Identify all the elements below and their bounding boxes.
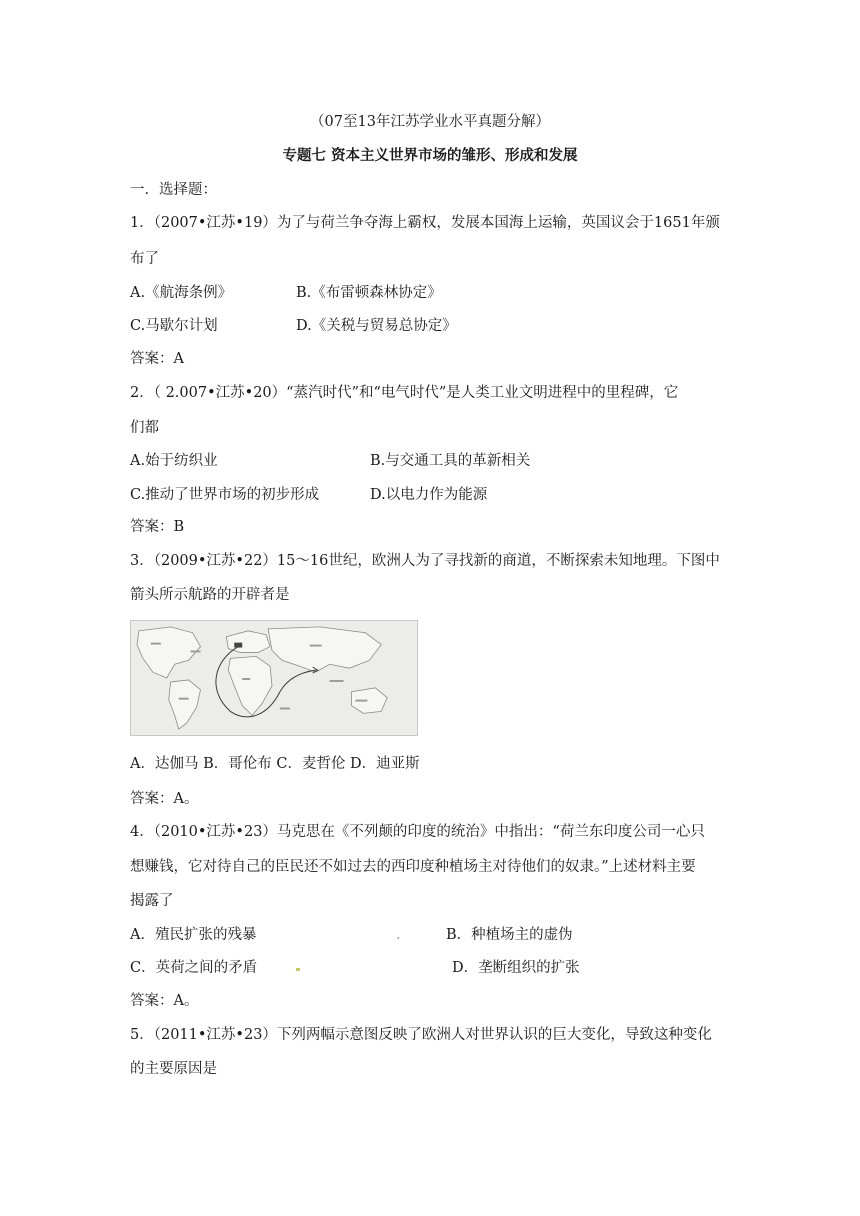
world-map-drawing <box>131 621 417 735</box>
option-a: A.《航海条例》 <box>130 285 233 301</box>
answer: 答案：B <box>130 519 185 535</box>
answer: 答案：A <box>130 351 184 367</box>
question-stem-line: 2．（ 2.007•江苏•20）“蒸汽时代”和“电气时代”是人类工业文明进程中的里程碑，它 <box>130 385 679 401</box>
question-stem-line: 4．（2010•江苏•23）马克思在《不列颠的印度的统治》中指出：“荷兰东印度公司一心只 <box>130 824 705 840</box>
option-c: C．英荷之间的矛盾 <box>130 960 258 976</box>
question-stem-line: 揭露了 <box>130 893 174 909</box>
answer: 答案：A。 <box>130 791 199 807</box>
stray-dot <box>296 968 300 971</box>
question-stem-line: 布了 <box>130 251 159 267</box>
answer: 答案：A。 <box>130 993 199 1009</box>
option-a: A.始于纺织业 <box>130 453 218 469</box>
option-d: D.以电力作为能源 <box>370 487 488 503</box>
option-c: C.马歇尔计划 <box>130 318 218 334</box>
doc-title: 专题七 资本主义世界市场的雏形、形成和发展 <box>282 147 578 164</box>
question-stem-line: 的主要原因是 <box>130 1061 217 1077</box>
question-stem-line: 们都 <box>130 420 159 436</box>
world-map-figure <box>130 620 418 736</box>
option-a: A．殖民扩张的残暴 <box>130 927 257 943</box>
question-stem-line: 3．（2009•江苏•22）15～16世纪，欧洲人为了寻找新的商道，不断探索未知地理。下图中 <box>130 553 720 569</box>
question-stem-line: 5．（2011•江苏•23）下列两幅示意图反映了欧洲人对世界认识的巨大变化，导致这种变化 <box>130 1027 712 1043</box>
doc-subtitle: （07至13年江苏学业水平真题分解） <box>310 114 550 130</box>
option-d: D.《关税与贸易总协定》 <box>296 318 457 334</box>
question-stem-line: 想赚钱，它对待自己的臣民还不如过去的西印度种植场主对待他们的奴隶。”上述材料主要 <box>130 859 696 875</box>
option-d: D．垄断组织的扩张 <box>452 960 580 976</box>
option-c: C.推动了世界市场的初步形成 <box>130 487 320 503</box>
option-b: B.与交通工具的革新相关 <box>370 453 531 469</box>
option-b: B.《布雷顿森林协定》 <box>296 285 442 301</box>
options-line: A．达伽马 B．哥伦布 C．麦哲伦 D．迪亚斯 <box>130 756 420 772</box>
stray-mark: . <box>396 927 401 943</box>
section-label: 一．选择题： <box>130 182 217 198</box>
question-stem-line: 箭头所示航路的开辟者是 <box>130 587 290 603</box>
option-b: B．种植场主的虚伪 <box>446 927 573 943</box>
question-stem-line: 1．（2007•江苏•19）为了与荷兰争夺海上霸权，发展本国海上运输，英国议会于1651年颁 <box>130 215 720 231</box>
